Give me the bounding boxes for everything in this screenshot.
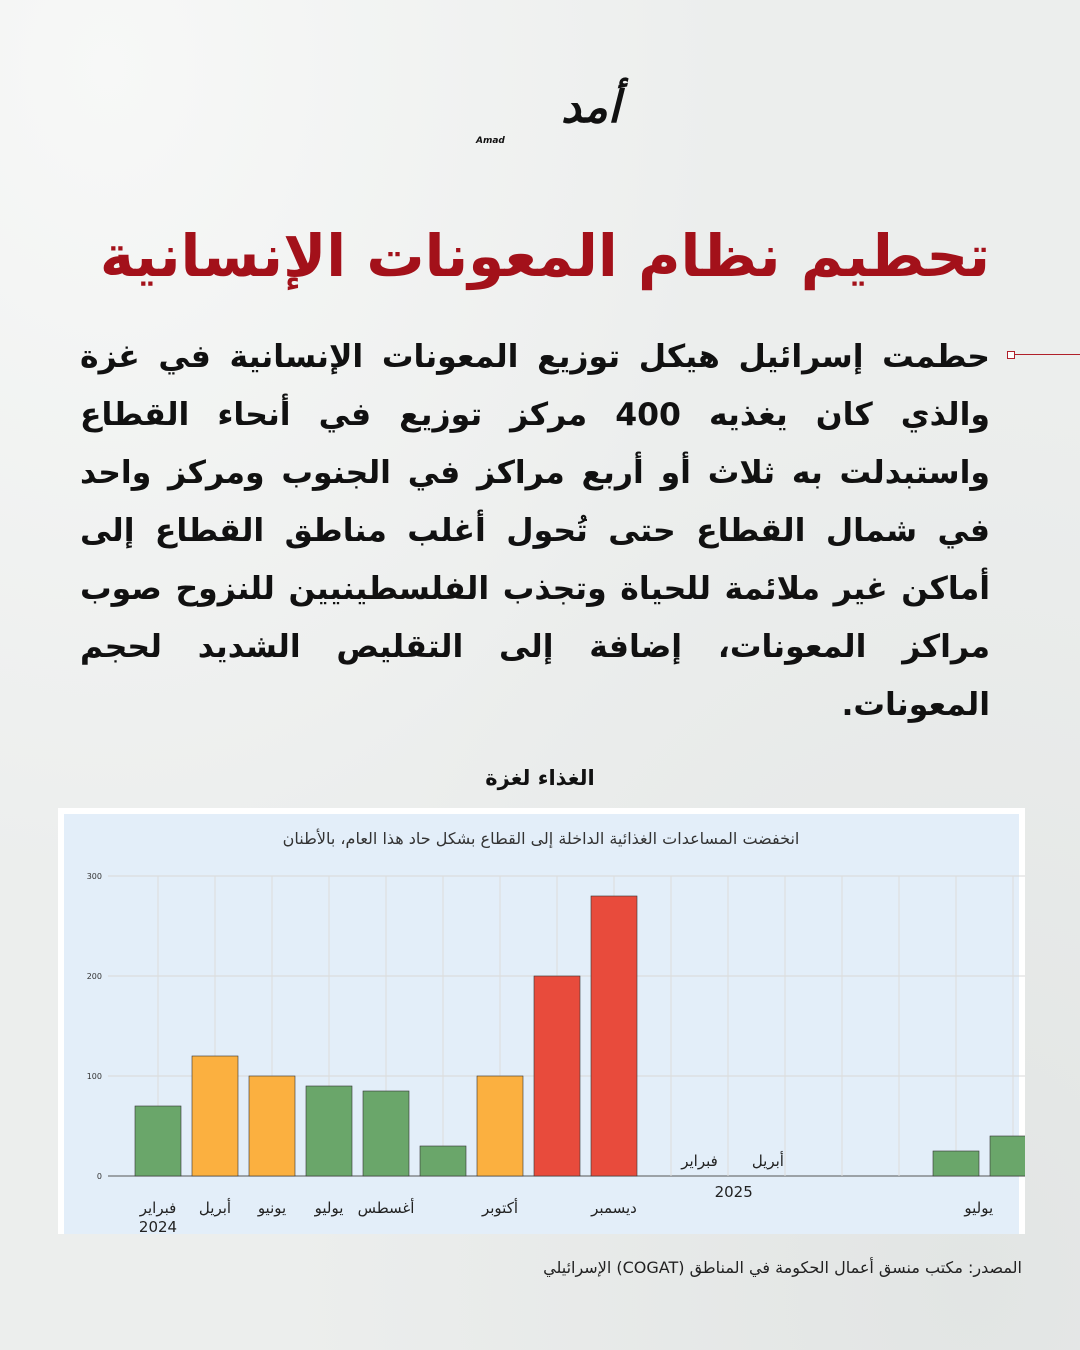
bar bbox=[477, 1076, 523, 1176]
bar bbox=[591, 896, 637, 1176]
source-note: المصدر: مكتب منسق أعمال الحكومة في المناطق (COGAT) الإسرائيلي bbox=[543, 1258, 1022, 1277]
logo-subtext: Amad bbox=[476, 136, 505, 146]
bar bbox=[534, 976, 580, 1176]
bar bbox=[306, 1086, 352, 1176]
x-tick-label: فبراير bbox=[681, 1152, 718, 1170]
bar bbox=[990, 1136, 1025, 1176]
year-label: 2024 bbox=[138, 1218, 178, 1234]
y-tick-label: 100 bbox=[86, 1072, 102, 1081]
chart-panel bbox=[58, 808, 1025, 1234]
chart-title: انخفضت المساعدات الغذائية الداخلة إلى القطاع بشكل حاد هذا العام، بالأطنان bbox=[282, 829, 800, 848]
x-tick-label: يوليو bbox=[964, 1199, 994, 1217]
x-tick-label: ديسمبر bbox=[591, 1199, 637, 1217]
x-tick-label: فبراير bbox=[139, 1199, 177, 1217]
bar bbox=[363, 1091, 409, 1176]
x-tick-label: أكتوبر bbox=[481, 1199, 519, 1217]
x-tick-label: يونيو bbox=[257, 1199, 287, 1217]
decorative-rule bbox=[1014, 354, 1080, 355]
y-tick-label: 0 bbox=[96, 1172, 102, 1181]
logo-text: أمد bbox=[561, 82, 620, 133]
bar bbox=[135, 1106, 181, 1176]
bar bbox=[933, 1151, 979, 1176]
y-tick-label: 200 bbox=[86, 972, 102, 981]
x-tick-label: يوليو bbox=[314, 1199, 344, 1217]
chart-heading: الغذاء لغزة bbox=[485, 766, 595, 790]
page-title: تحطيم نظام المعونات الإنسانية bbox=[99, 222, 990, 290]
x-tick-label: أبريل bbox=[198, 1199, 232, 1217]
brand-logo bbox=[470, 82, 620, 152]
x-tick-label: أغسطس bbox=[357, 1199, 415, 1217]
bar bbox=[249, 1076, 295, 1176]
y-tick-label: 300 bbox=[86, 872, 102, 881]
bar bbox=[420, 1146, 466, 1176]
decorative-rule-dot bbox=[1007, 351, 1015, 359]
x-tick-label: أبريل bbox=[751, 1152, 784, 1170]
bar-chart bbox=[58, 808, 1025, 1234]
year-label: 2025 bbox=[714, 1183, 753, 1201]
body-paragraph: حطمت إسرائيل هيكل توزيع المعونات الإنسانية في غزة والذي كان يغذيه 400 مركز توزيع في أنحاء القطاع واستبدلت به ثلاث أو أربع مراكز في الجنوب ومركز واحد في شمال القطاع حتى تُحول أغلب مناطق القطاع إلى أماكن غير ملائمة للحياة وتجذب الفلسطينيين للنزوح صوب مراكز المعونات، إضافة إلى التقليص الشديد لحجم المعونات. bbox=[80, 339, 991, 723]
bar bbox=[192, 1056, 238, 1176]
